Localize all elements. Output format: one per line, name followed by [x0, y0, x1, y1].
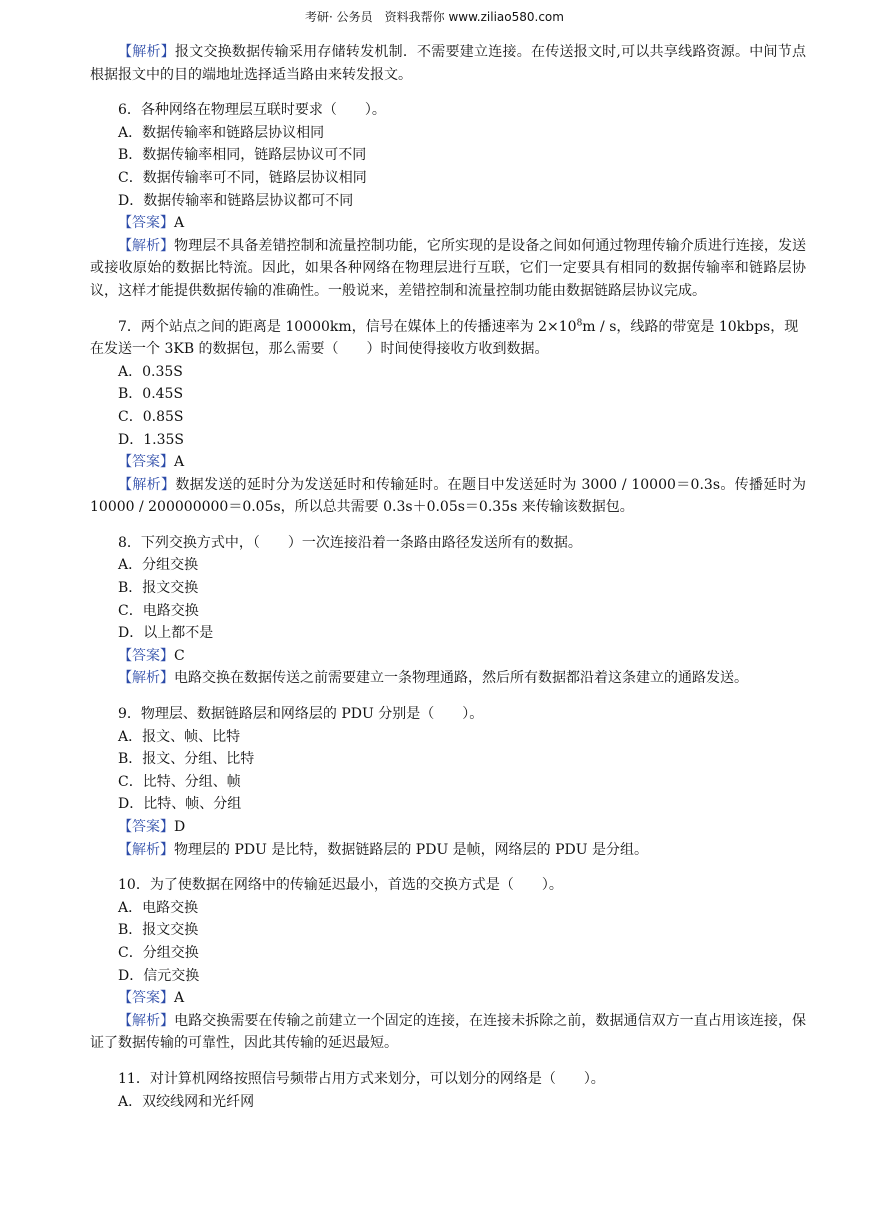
- option-b: B．报文、分组、比特: [118, 751, 255, 768]
- document-content: [90, 41, 806, 1126]
- answer-tag: 【答案】: [118, 819, 174, 835]
- explain-text: 数据发送的延时分为发送延时和传输延时。在题目中发送延时为 3000 / 10000＝0.3s。传播延时为 10000 / 200000000＝0.05s，所以总共需要 0.3s＋0.05s＝0.35s 来传输该数据包。: [90, 476, 807, 516]
- explain-text: 报文交换数据传输采用存储转发机制．不需要建立连接。在传送报文时,可以共享线路资源。中间节点根据报文中的目的端地址选择适当路由来转发报文。: [90, 44, 807, 83]
- option-d: D．数据传输率和链路层协议都可不同: [118, 192, 354, 209]
- question-stem: 10．为了使数据在网络中的传输延迟最小，首选的交换方式是（ ）。: [118, 877, 563, 894]
- question-stem: 11．对计算机网络按照信号频带占用方式来划分，可以划分的网络是（ ）。: [118, 1070, 605, 1087]
- option-d: D．信元交换: [118, 967, 200, 984]
- answer-value: A: [174, 454, 185, 471]
- explain-text: 电路交换在数据传送之前需要建立一条物理通路，然后所有数据都沿着这条建立的通路发送。: [174, 670, 748, 687]
- question-stem: 8．下列交换方式中，（ ）一次连接沿着一条路由路径发送所有的数据。: [118, 534, 582, 551]
- option-c: C．数据传输率可不同，链路层协议相同: [118, 169, 367, 186]
- answer-line: [90, 987, 806, 1010]
- option-a: A．0.35S: [118, 363, 183, 380]
- option-b: B．报文交换: [118, 922, 199, 939]
- question-10: [90, 874, 806, 1055]
- answer-line: [90, 816, 806, 839]
- explanation: [90, 839, 806, 862]
- answer-value: C: [174, 647, 185, 664]
- answer-tag: 【答案】: [118, 647, 174, 664]
- option-c: C．分组交换: [118, 944, 199, 961]
- question-stem: 6．各种网络在物理层互联时要求（ ）。: [118, 102, 386, 119]
- option-a: A．报文、帧、比特: [118, 728, 241, 745]
- intro-explanation: [90, 41, 806, 86]
- answer-line: [90, 451, 806, 474]
- explanation: [90, 235, 806, 303]
- explanation: [90, 474, 806, 519]
- explanation: [90, 667, 806, 690]
- option-a: A．数据传输率和链路层协议相同: [118, 124, 325, 141]
- option-b: B．数据传输率相同，链路层协议可不同: [118, 147, 367, 164]
- answer-tag: 【答案】: [118, 215, 174, 232]
- answer-value: A: [174, 215, 185, 232]
- question-stem: 9．物理层、数据链路层和网络层的 PDU 分别是（ ）。: [118, 706, 484, 723]
- explain-tag: 【解析】: [118, 476, 176, 493]
- option-d: D．比特、帧、分组: [118, 796, 242, 813]
- option-a: A．双绞线网和光纤网: [118, 1093, 255, 1110]
- question-9: [90, 703, 806, 861]
- explain-text: 物理层的 PDU 是比特，数据链路层的 PDU 是帧，网络层的 PDU 是分组。: [174, 841, 649, 858]
- explain-text: 物理层不具备差错控制和流量控制功能，它所实现的是设备之间如何通过物理传输介质进行连接，发送或接收原始的数据比特流。因此，如果各种网络在物理层进行互联，它们一定要具有相同的数据传输率和链路层协议，这样才能提供数据传输的准确性。一般说来，差错控制和流量控制功能由数据链路层协议完成。: [90, 237, 807, 299]
- option-c: C．0.85S: [118, 408, 184, 425]
- option-c: C．比特、分组、帧: [118, 773, 241, 790]
- answer-tag: 【答案】: [118, 990, 174, 1007]
- option-b: B．报文交换: [118, 580, 199, 597]
- explain-tag: 【解析】: [118, 670, 174, 687]
- question-7: [90, 316, 806, 519]
- explain-tag: 【解析】: [118, 44, 175, 60]
- question-6: [90, 99, 806, 302]
- question-8: [90, 532, 806, 690]
- option-b: B．0.45S: [118, 386, 184, 403]
- option-a: A．电路交换: [118, 899, 199, 916]
- answer-value: D: [174, 819, 186, 835]
- option-a: A．分组交换: [118, 557, 199, 574]
- option-c: C．电路交换: [118, 602, 199, 619]
- question-11: [90, 1068, 806, 1113]
- option-d: D．1.35S: [118, 431, 184, 448]
- explain-tag: 【解析】: [118, 1012, 175, 1029]
- answer-tag: 【答案】: [118, 454, 174, 471]
- answer-line: [90, 645, 806, 668]
- page-header: 考研· 公务员 资料我帮你 www.ziliao580.com: [305, 10, 564, 24]
- option-d: D．以上都不是: [118, 625, 214, 642]
- explain-tag: 【解析】: [118, 237, 175, 254]
- answer-line: [90, 212, 806, 235]
- explain-tag: 【解析】: [118, 841, 174, 858]
- explanation: [90, 1010, 806, 1055]
- answer-value: A: [174, 990, 185, 1007]
- question-stem: 7．两个站点之间的距离是 10000km，信号在媒体上的传播速率为 $2\times 10^8m / s$，线路的带宽是 10kbps，现在发送一个 3KB 的数据包，那么需要（ ）时间使得接收方收到数据。: [90, 317, 799, 358]
- explain-text: 电路交换需要在传输之前建立一个固定的连接，在连接未拆除之前，数据通信双方一直占用该连接，保证了数据传输的可靠性，因此其传输的延迟最短。: [90, 1012, 807, 1052]
